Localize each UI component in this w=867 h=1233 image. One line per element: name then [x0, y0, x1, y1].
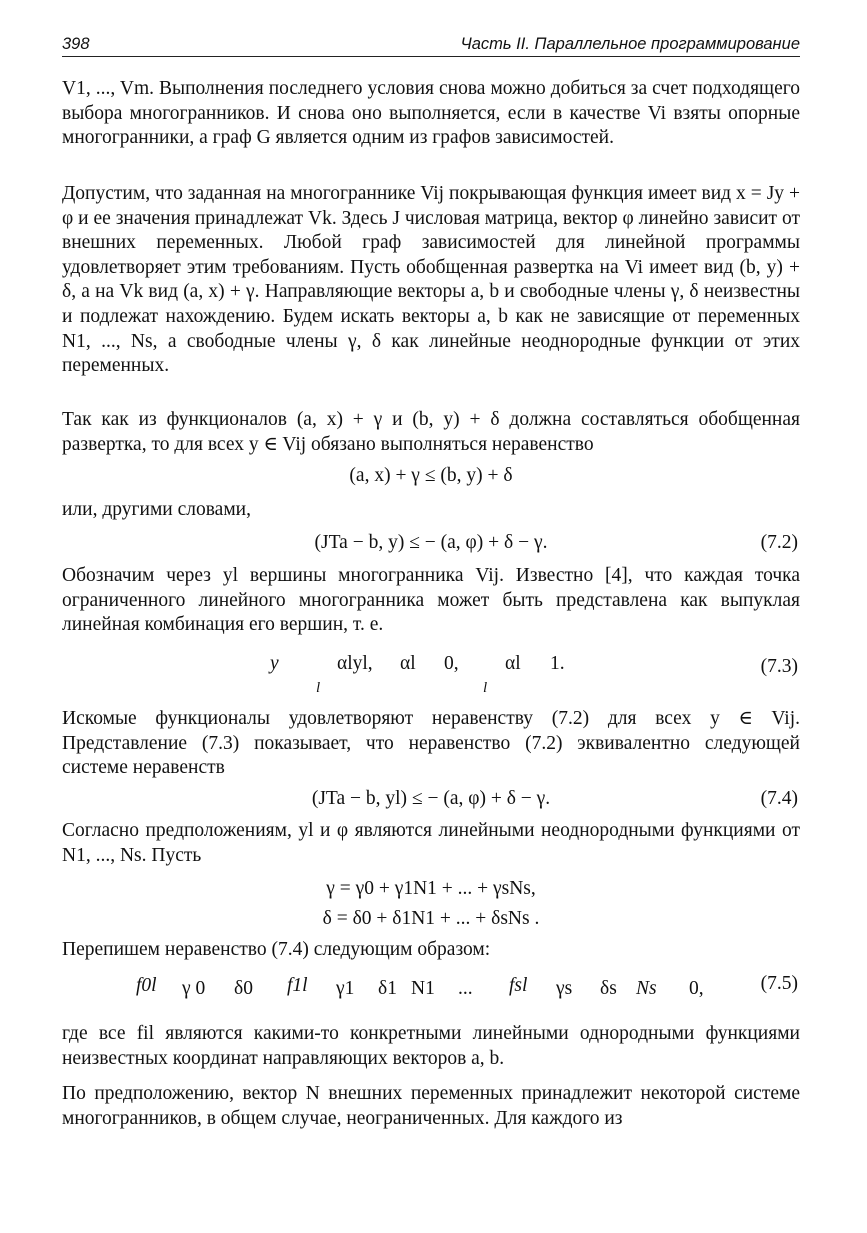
eq75-delta0: δ0 [234, 978, 253, 999]
eq75-f1: f1l [287, 975, 308, 996]
eq73-one: 1. [550, 653, 565, 674]
eq75-Ns: Ns [636, 978, 657, 999]
eq75-deltas: δs [600, 978, 617, 999]
eq75-N1: N1 [411, 978, 435, 999]
paragraph-5: Обозначим через yl вершины многогранника Vij. Известно [4], что каждая точка ограниченного линейного многогранника может быть представлена как выпуклая линейная комбинация его вершин, т. е. [62, 565, 800, 636]
paragraph-4: или, другими словами, [62, 499, 251, 520]
equation-number-7-5: (7.5) [760, 973, 798, 994]
eq73-sum-term: αlyl, [337, 653, 373, 674]
eq75-f0: f0l [136, 975, 157, 996]
eq73-zero: 0, [444, 653, 459, 674]
equation-delta: δ = δ0 + δ1N1 + ... + δsNs . [322, 908, 540, 929]
eq75-ellipsis: ... [458, 978, 473, 999]
eq73-sum-index-1: l [316, 680, 321, 696]
equation-gamma: γ = γ0 + γ1N1 + ... + γsNs, [326, 878, 536, 899]
eq75-gamma1: γ1 [336, 978, 355, 999]
chapter-title: Часть II. Параллельное программирование [460, 35, 800, 53]
eq75-fs: fsl [509, 975, 528, 996]
paragraph-3: Так как из функционалов (a, x) + γ и (b, y) + δ должна составляться обобщенная развертка, то для всех y ∈ Vij обязано выполняться неравенство [62, 409, 800, 455]
eq75-gammas: γs [556, 978, 573, 999]
equation-number-7-4: (7.4) [760, 788, 798, 809]
eq73-y: y [270, 653, 279, 674]
eq75-delta1: δ1 [378, 978, 397, 999]
equation-7-4: (JTa − b, yl) ≤ − (a, φ) + δ − γ. [311, 788, 551, 809]
eq73-alpha-sum: αl [505, 653, 521, 674]
equation-number-7-2: (7.2) [760, 532, 798, 553]
equation-7-2: (JTa − b, y) ≤ − (a, φ) + δ − γ. [314, 532, 548, 553]
paragraph-1: V1, ..., Vm. Выполнения последнего условия снова можно добиться за счет подходящего выбора многогранников. И снова оно выполняется, если в качестве Vi взяты опорные многогранники, а граф G является одним из графов зависимостей. [62, 78, 800, 149]
page-number: 398 [62, 35, 90, 53]
eq75-zero: 0, [689, 978, 704, 999]
eq75-gamma0: γ 0 [182, 978, 206, 999]
paragraph-6: Искомые функционалы удовлетворяют неравенству (7.2) для всех y ∈ Vij. Представление (7.3) показывает, что неравенство (7.2) эквивалентно следующей системе неравенств [62, 708, 800, 779]
eq73-sum-index-2: l [483, 680, 488, 696]
paragraph-8: Перепишем неравенство (7.4) следующим образом: [62, 939, 491, 960]
paragraph-9: где все fil являются какими-то конкретными линейными однородными функциями неизвестных координат направляющих векторов a, b. [62, 1023, 800, 1069]
running-header [62, 30, 800, 57]
paragraph-10: По предположению, вектор N внешних переменных принадлежит некоторой системе многогранников, в общем случае, неограниченных. Для каждого из [62, 1083, 800, 1129]
paragraph-2: Допустим, что заданная на многограннике Vij покрывающая функция имеет вид x = Jy + φ и ее значения принадлежат Vk. Здесь J числовая матрица, вектор φ линейно зависит от внешних переменных. Любой граф зависимостей для линейной программы удовлетворяет этим требованиям. Пусть обобщенная развертка на Vi имеет вид (b, y) + δ, а на Vk вид (a, x) + γ. Направляющие векторы a, b и свободные члены γ, δ неизвестны и подлежат нахождению. Будем искать векторы a, b как не зависящие от переменных N1, ..., Ns, а свободные члены γ, δ как линейные неоднородные функции от этих переменных. [62, 183, 800, 377]
equation-number-7-3: (7.3) [760, 656, 798, 677]
inequality-line: (a, x) + γ ≤ (b, y) + δ [349, 465, 513, 486]
eq73-alpha: αl [400, 653, 416, 674]
paragraph-7: Согласно предположениям, yl и φ являются линейными неоднородными функциями от N1, ..., Ns. Пусть [62, 820, 800, 866]
